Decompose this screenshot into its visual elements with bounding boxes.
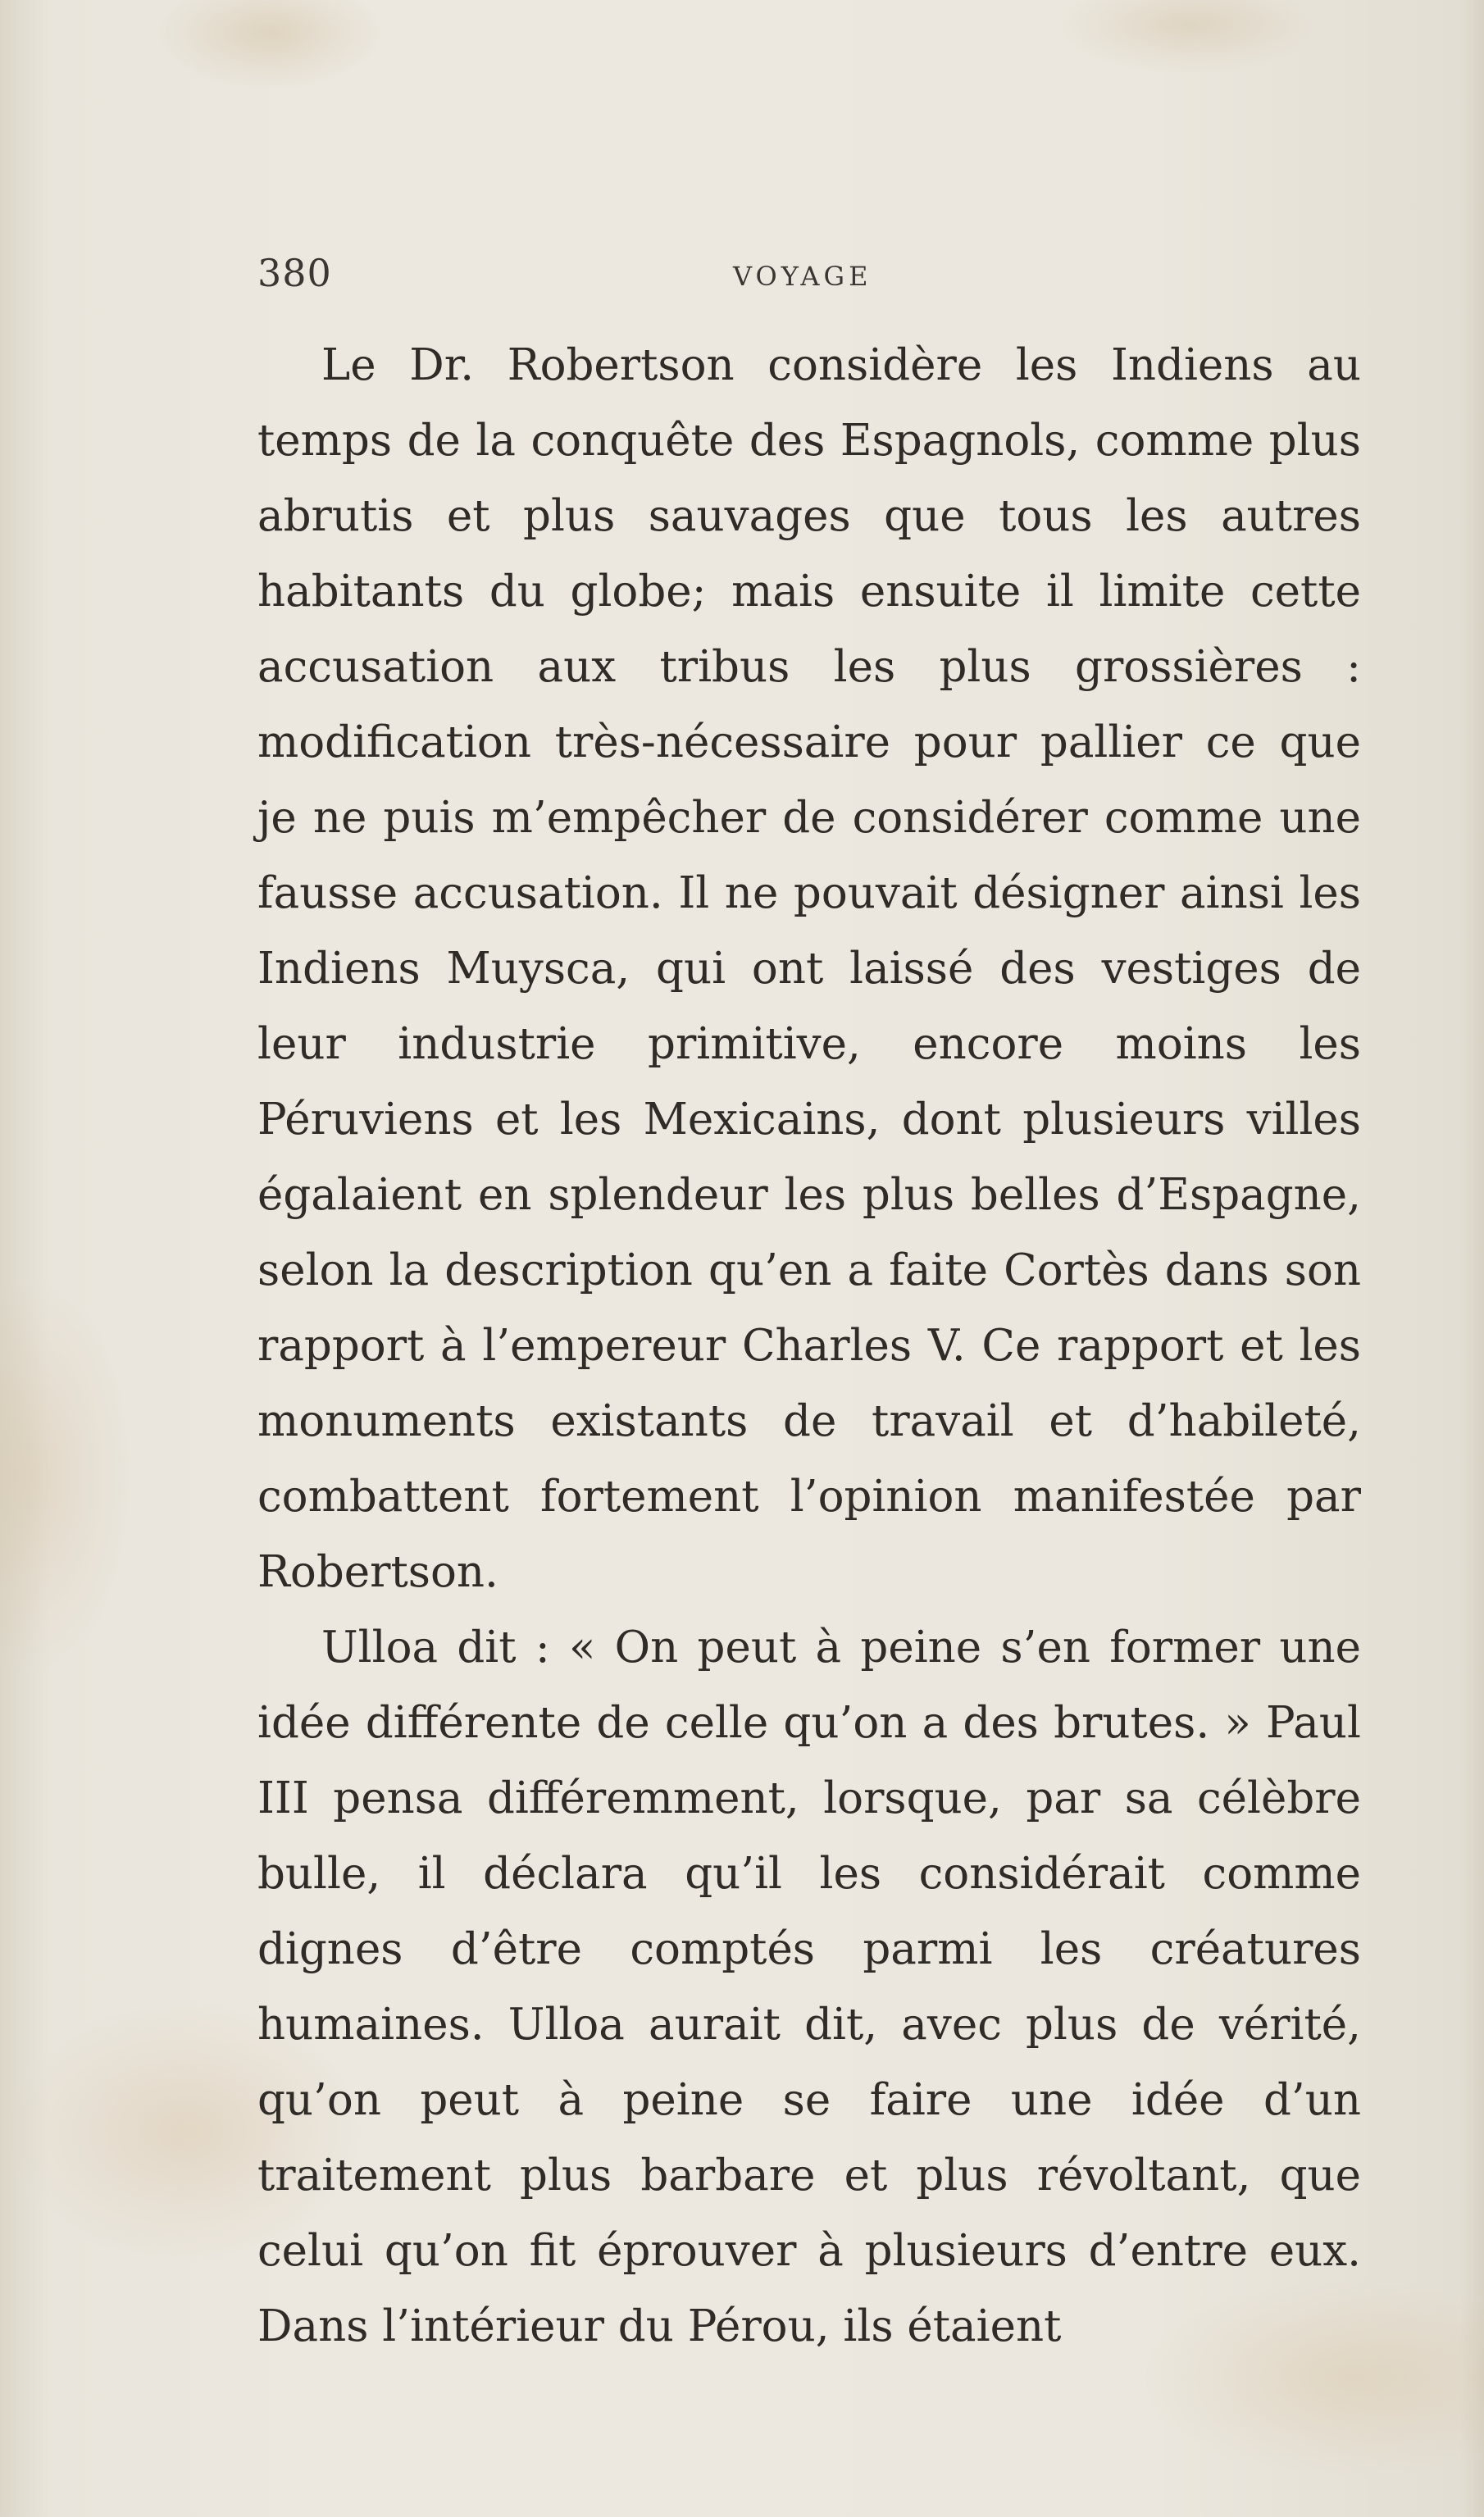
page-header	[257, 246, 1356, 303]
body-text	[257, 328, 1361, 2365]
paragraph-ulloa: Ulloa dit : « On peut à peine s’en former une idée différente de celle qu’on a des brutes. » Paul III pensa différemment, lorsque, par sa célèbre bulle, il déclara qu’il les considérait comme dignes d’être comptés parmi les créatures humaines. Ulloa aurait dit, avec plus de vérité, qu’on peut à peine se faire une idée d’un traitement plus barbare et plus révoltant, que celui qu’on fit éprouver à plusieurs d’entre eux. Dans l’intérieur du Pérou, ils étaient	[257, 1623, 1361, 2351]
page-number: 380	[257, 251, 332, 295]
running-head: VOYAGE	[733, 261, 872, 292]
paragraph-robertson: Le Dr. Robertson considère les Indiens au temps de la conquête des Espagnols, comme plus abrutis et plus sauvages que tous les autres habitants du globe; mais ensuite il limite cette accusation aux tribus les plus grossières : modification très-nécessaire pour pallier ce que je ne puis m’empêcher de considérer comme une fausse accusation. Il ne pouvait désigner ainsi les Indiens Muysca, qui ont laissé des vestiges de leur industrie primitive, encore moins les Péruviens et les Mexicains, dont plusieurs villes égalaient en splendeur les plus belles d’Espagne, selon la description qu’en a faite Cortès dans son rapport à l’empereur Charles V. Ce rapport et les monuments existants de travail et d’habileté, combattent fortement l’opinion manifestée par Robertson.	[257, 340, 1361, 1597]
